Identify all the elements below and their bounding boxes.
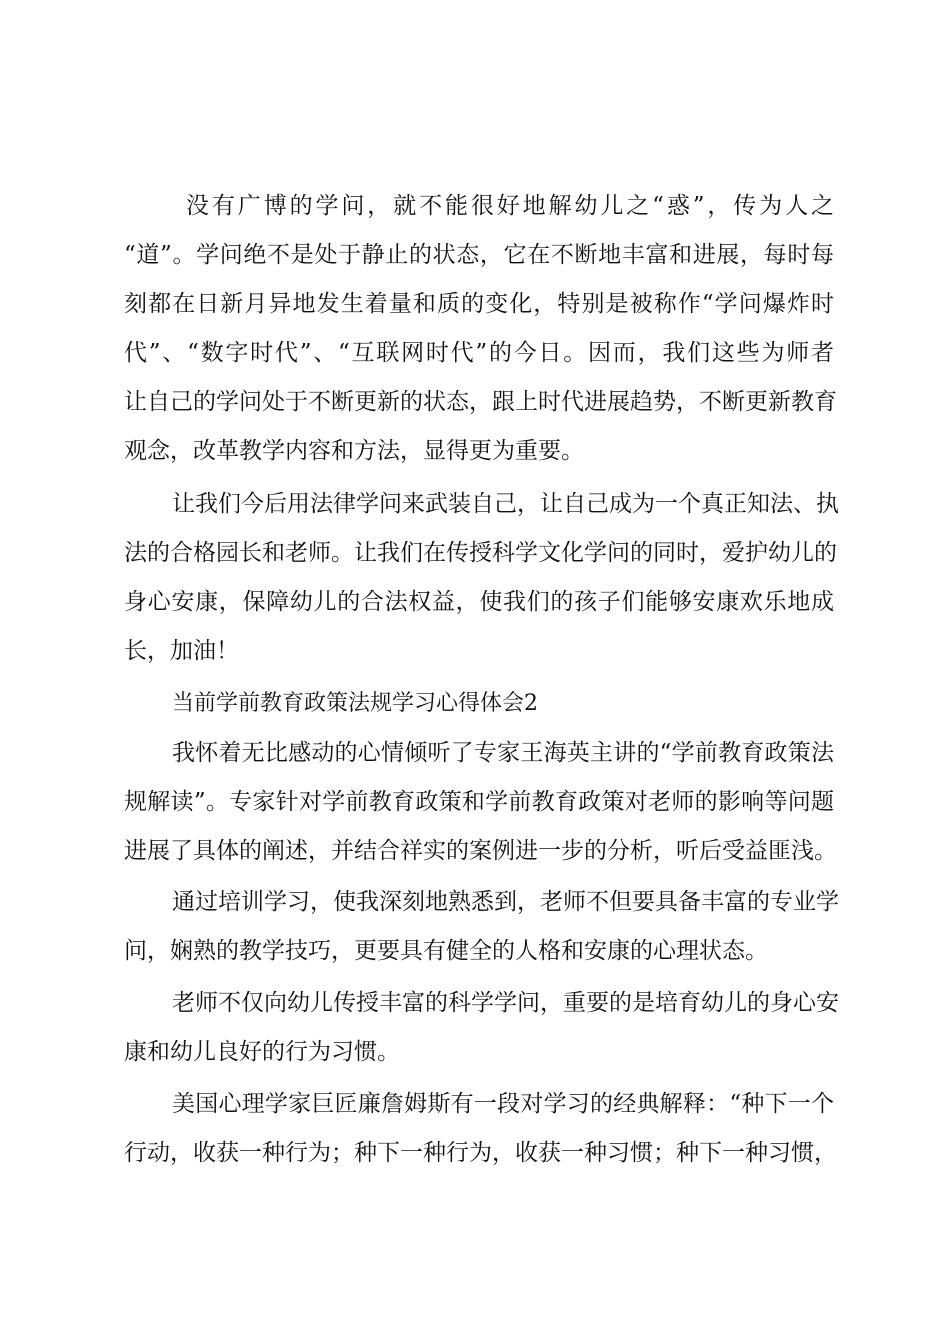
text-line: 长，加油！ bbox=[124, 638, 239, 664]
text-line: 美国心理学家巨匠廉詹姆斯有一段对学习的经典解释：“种下一个 bbox=[172, 1091, 834, 1117]
text-line: 行动，收获一种行为；种下一种行为，收获一种习惯；种下一种习惯， bbox=[124, 1140, 837, 1166]
text-line: “道”。学问绝不是处于静止的状态，它在不断地丰富和进展，每时每 bbox=[124, 242, 834, 268]
text-line: 让我们今后用法律学问来武装自己，让自己成为一个真正知法、执 bbox=[172, 491, 839, 517]
text-line: 刻都在日新月异地发生着量和质的变化，特别是被称作“学问爆炸时 bbox=[124, 291, 834, 317]
text-line: 老师不仅向幼儿传授丰富的科学学问，重要的是培育幼儿的身心安 bbox=[172, 990, 839, 1016]
text-line: 康和幼儿良好的行为习惯。 bbox=[124, 1039, 400, 1065]
text-line: 问，娴熟的教学技巧，更要具有健全的人格和安康的心理状态。 bbox=[124, 938, 768, 964]
text-line: 代”、“数字时代”、“互联网时代”的今日。因而，我们这些为师者 bbox=[124, 340, 834, 366]
text-line: 进展了具体的阐述，并结合祥实的案例进一步的分析，听后受益匪浅。 bbox=[124, 838, 837, 864]
text-line: 没有广博的学问，就不能很好地解幼儿之“惑”，传为人之 bbox=[186, 193, 834, 219]
text-line: 规解读”。专家针对学前教育政策和学前教育政策对老师的影响等问题 bbox=[124, 789, 834, 815]
section-heading: 当前学前教育政策法规学习心得体会2 bbox=[172, 691, 538, 716]
text-line: 通过培训学习，使我深刻地熟悉到，老师不但要具备丰富的专业学 bbox=[172, 889, 839, 915]
text-line: 让自己的学问处于不断更新的状态，跟上时代进展趋势，不断更新教育 bbox=[124, 389, 837, 415]
text-line: 身心安康，保障幼儿的合法权益，使我们的孩子们能够安康欢乐地成 bbox=[124, 589, 834, 615]
text-line: 观念，改革教学内容和方法，显得更为重要。 bbox=[124, 438, 584, 464]
text-line: 法的合格园长和老师。让我们在传授科学文化学问的同时，爱护幼儿的 bbox=[124, 540, 837, 566]
text-line: 我怀着无比感动的心情倾听了专家王海英主讲的“学前教育政策法 bbox=[172, 740, 834, 766]
